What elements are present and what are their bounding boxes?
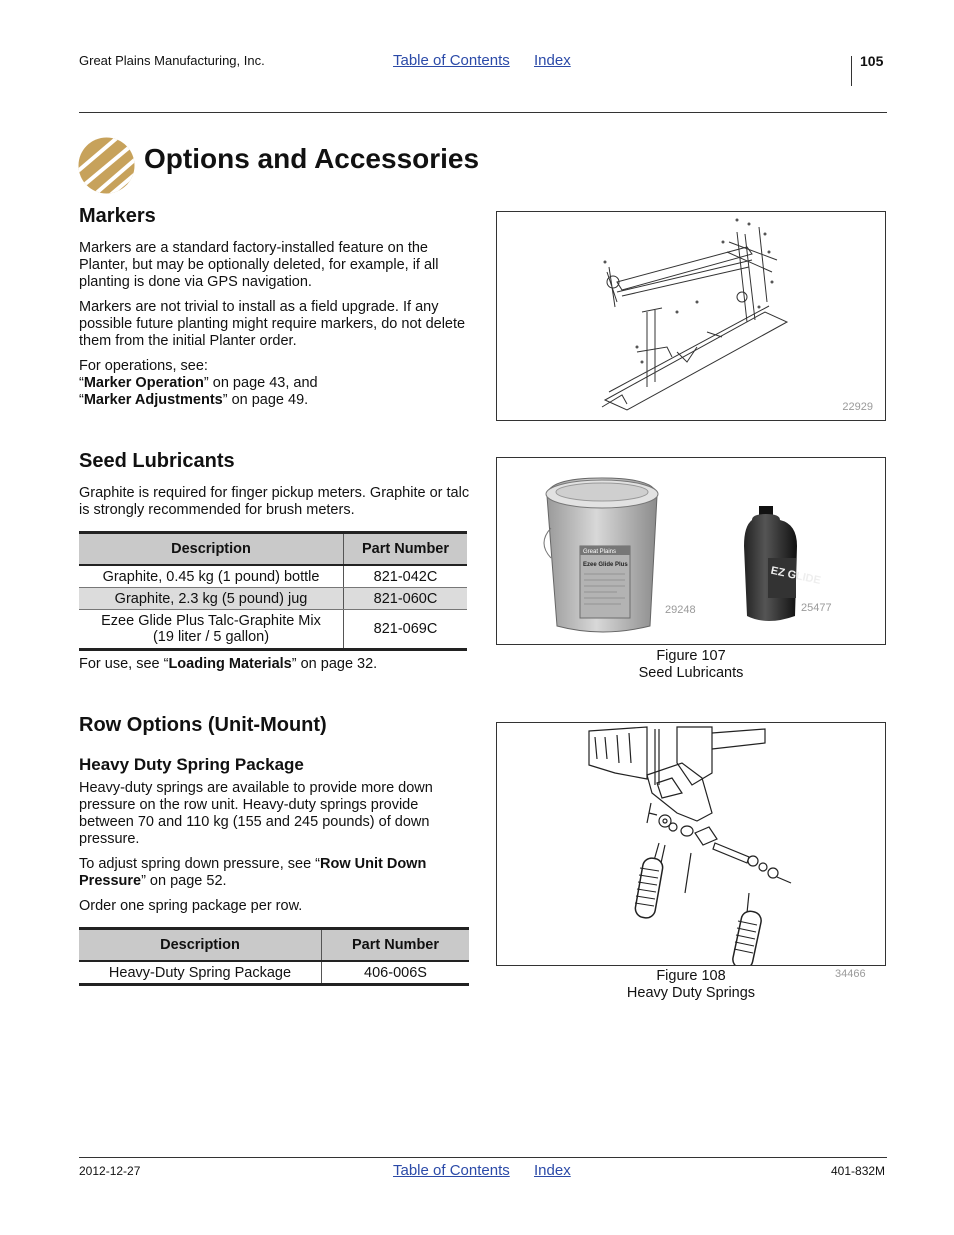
bucket-image-id: 29248 xyxy=(665,604,696,616)
column-header-part-number: Part Number xyxy=(322,929,470,962)
heavy-duty-spring-paragraph: Heavy-duty springs are available to provide more down pressure on the row unit. Heavy-duty springs provide between 70 and 110 kg (155 and 245 pounds) of down pressure. xyxy=(79,780,433,847)
bottle-image-id: 25477 xyxy=(801,602,832,614)
figure-107-caption: Figure 107 Seed Lubricants xyxy=(638,648,744,681)
order-note: Order one spring package per row. xyxy=(79,898,303,914)
index-link-top[interactable]: Index xyxy=(534,52,571,69)
marker-adjustments-ref[interactable]: Marker Adjustments xyxy=(83,392,223,408)
header-rule xyxy=(79,112,887,113)
bottle-label-text: EZ GLIDE xyxy=(769,564,822,587)
markers-paragraph-1: Markers are a standard factory-installed feature on the Planter, but may be optionally deleted, for example, if all planting is done via GPS navigation. xyxy=(79,240,439,290)
springs-image-id: 34466 xyxy=(835,968,866,980)
description-cell: Graphite, 0.45 kg (1 pound) bottle xyxy=(79,565,344,588)
seed-lubricants-paragraph: Graphite is required for finger pickup meters. Graphite or talc is strongly recommended for brush meters. xyxy=(79,485,470,518)
markers-paragraph-2: Markers are not trivial to install as a field upgrade. If any possible future planting might require markers, do not delete them from the initial Planter order. xyxy=(79,299,466,349)
page-number-divider xyxy=(851,56,852,86)
marker-assembly-drawing xyxy=(497,212,885,420)
spring-package-table xyxy=(79,927,469,986)
references-intro: For operations, see: xyxy=(79,358,208,374)
seed-lubricants-figure xyxy=(496,457,886,645)
part-number-cell: 821-060C xyxy=(344,588,468,610)
great-plains-logo-icon xyxy=(78,137,135,194)
column-header-description: Description xyxy=(79,929,322,962)
spring-assembly-drawing xyxy=(497,723,885,965)
seed-lubricants-heading: Seed Lubricants xyxy=(79,450,235,472)
markers-heading: Markers xyxy=(79,205,156,227)
markers-references: For operations, see: “Marker Operation” on page 43, and “Marker Adjustments” on page 49. xyxy=(79,358,318,408)
bucket-brand-text: Great Plains xyxy=(583,549,617,555)
part-number-cell: 821-042C xyxy=(344,565,468,588)
table-row xyxy=(79,565,467,588)
company-name: Great Plains Manufacturing, Inc. xyxy=(79,53,265,68)
column-header-description: Description xyxy=(79,533,344,566)
heavy-duty-springs-figure xyxy=(496,722,886,966)
heavy-duty-spring-subheading: Heavy Duty Spring Package xyxy=(79,755,304,774)
table-row xyxy=(79,610,467,650)
table-header-row xyxy=(79,929,469,962)
description-cell: Graphite, 2.3 kg (5 pound) jug xyxy=(79,588,344,610)
page-number: 105 xyxy=(860,53,884,69)
footer-date: 2012-12-27 xyxy=(79,1164,141,1178)
footer-rule xyxy=(79,1157,887,1158)
marker-assembly-figure xyxy=(496,211,886,421)
description-cell: Heavy-Duty Spring Package xyxy=(79,961,322,985)
spring-pressure-note: To adjust spring down pressure, see “Row Unit Down Pressure” on page 52. xyxy=(79,856,427,889)
toc-link-top[interactable]: Table of Contents xyxy=(393,52,510,69)
column-header-part-number: Part Number xyxy=(344,533,468,566)
table-header-row xyxy=(79,533,467,566)
bucket-label-text: Ezee Glide Plus xyxy=(583,562,628,568)
index-link-bottom[interactable]: Index xyxy=(534,1162,571,1179)
document-number: 401-832M xyxy=(831,1164,886,1178)
loading-materials-ref[interactable]: Loading Materials xyxy=(168,656,292,672)
page-title: Options and Accessories xyxy=(144,143,480,174)
row-options-heading: Row Options (Unit-Mount) xyxy=(79,714,327,736)
marker-operation-ref[interactable]: Marker Operation xyxy=(83,375,204,391)
figure-108-caption: Figure 108 Heavy Duty Springs xyxy=(626,968,756,1001)
row-unit-down-pressure-ref[interactable]: Row Unit Down Pressure xyxy=(79,856,427,889)
marker-figure-id: 22929 xyxy=(842,401,873,413)
loading-materials-note: For use, see “Loading Materials” on page 32. xyxy=(79,656,378,672)
table-row xyxy=(79,588,467,610)
description-cell: Ezee Glide Plus Talc-Graphite Mix (19 liter / 5 gallon) xyxy=(79,610,344,650)
seed-lubricants-table xyxy=(79,531,467,651)
part-number-cell: 406-006S xyxy=(322,961,470,985)
part-number-cell: 821-069C xyxy=(344,610,468,650)
lubricant-containers-photo xyxy=(497,458,885,644)
table-row xyxy=(79,961,469,985)
toc-link-bottom[interactable]: Table of Contents xyxy=(393,1162,510,1179)
